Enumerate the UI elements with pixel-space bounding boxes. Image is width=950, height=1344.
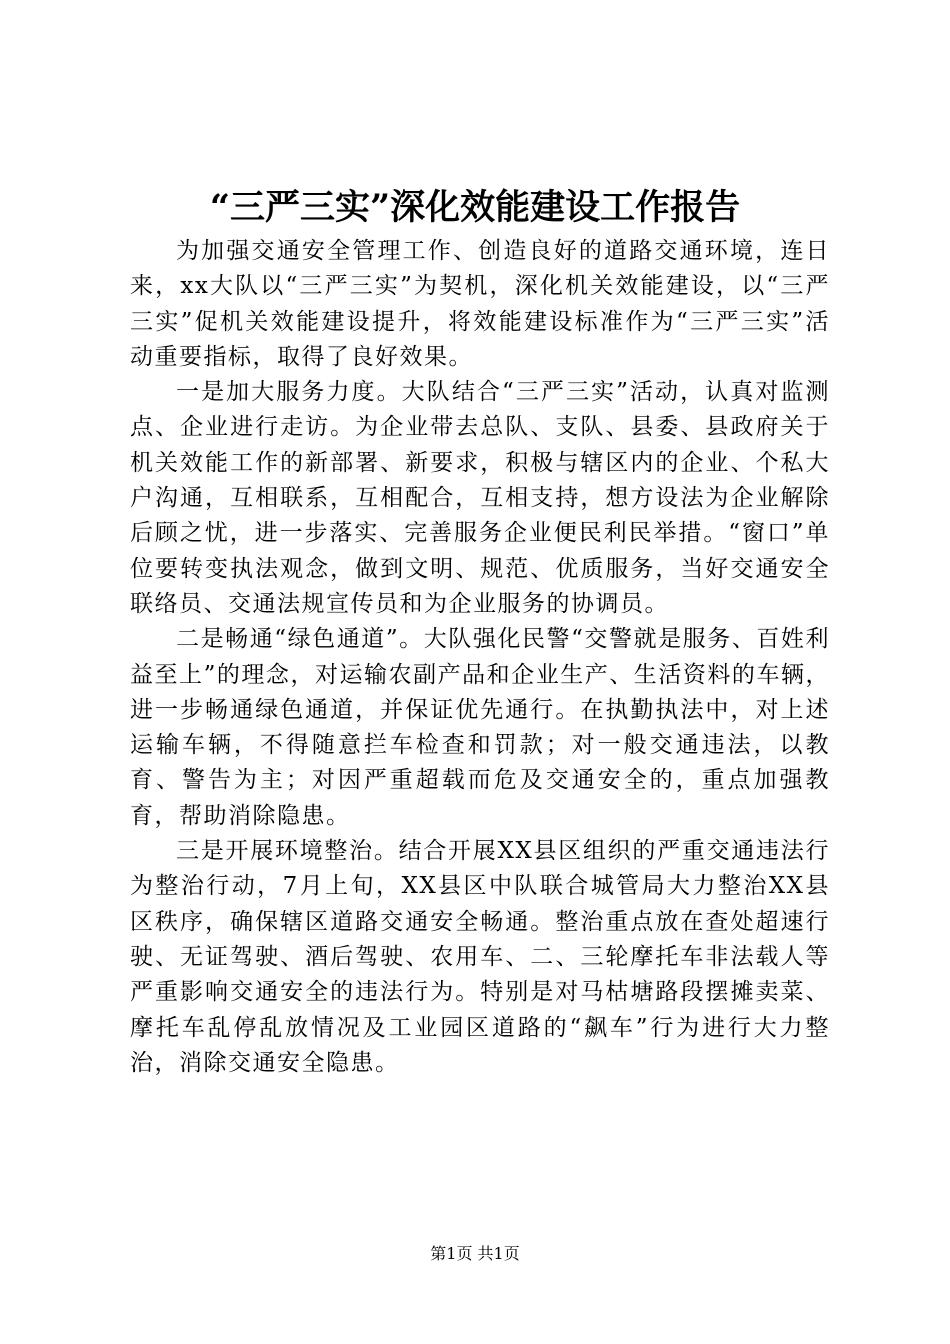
paragraph-intro: 为加强交通安全管理工作、创造良好的道路交通环境，连日来，xx大队以“三严三实”为契机，深化机关效能建设，以“三严三实”促机关效能建设提升，将效能建设标准作为“三严三实”活动重要指标，取得了良好效果。 [130,238,830,370]
document-body [130,234,830,1081]
paragraph-green-channel: 二是畅通“绿色通道”。大队强化民警“交警就是服务、百姓利益至上”的理念，对运输农副产品和企业生产、生活资料的车辆，进一步畅通绿色通道，并保证优先通行。在执勤执法中，对上述运输车辆，不得随意拦车检查和罚款；对一般交通违法，以教育、警告为主；对因严重超载而危及交通安全的，重点加强教育，帮助消除隐患。 [130,626,830,829]
paragraph-service: 一是加大服务力度。大队结合“三严三实”活动，认真对监测点、企业进行走访。为企业带去总队、支队、县委、县政府关于机关效能工作的新部署、新要求，积极与辖区内的企业、个私大户沟通，互相联系，互相配合，互相支持，想方设法为企业解除后顾之忧，进一步落实、完善服务企业便民利民举措。“窗口”单位要转变执法观念，做到文明、规范、优质服务，当好交通安全联络员、交通法规宣传员和为企业服务的协调员。 [130,379,830,617]
paragraph-environment: 三是开展环境整治。结合开展XX县区组织的严重交通违法行为整治行动，7月上旬，XX县区中队联合城管局大力整治XX县区秩序，确保辖区道路交通安全畅通。整治重点放在查处超速行驶、无证驾驶、酒后驾驶、农用车、二、三轮摩托车非法载人等严重影响交通安全的违法行为。特别是对马枯塘路段摆摊卖菜、摩托车乱停乱放情况及工业园区道路的“飙车”行为进行大力整治，消除交通安全隐患。 [130,838,830,1076]
page-number: 第1页 共1页 [430,1244,520,1263]
document-title: “三严三实”深化效能建设工作报告 [209,187,741,228]
